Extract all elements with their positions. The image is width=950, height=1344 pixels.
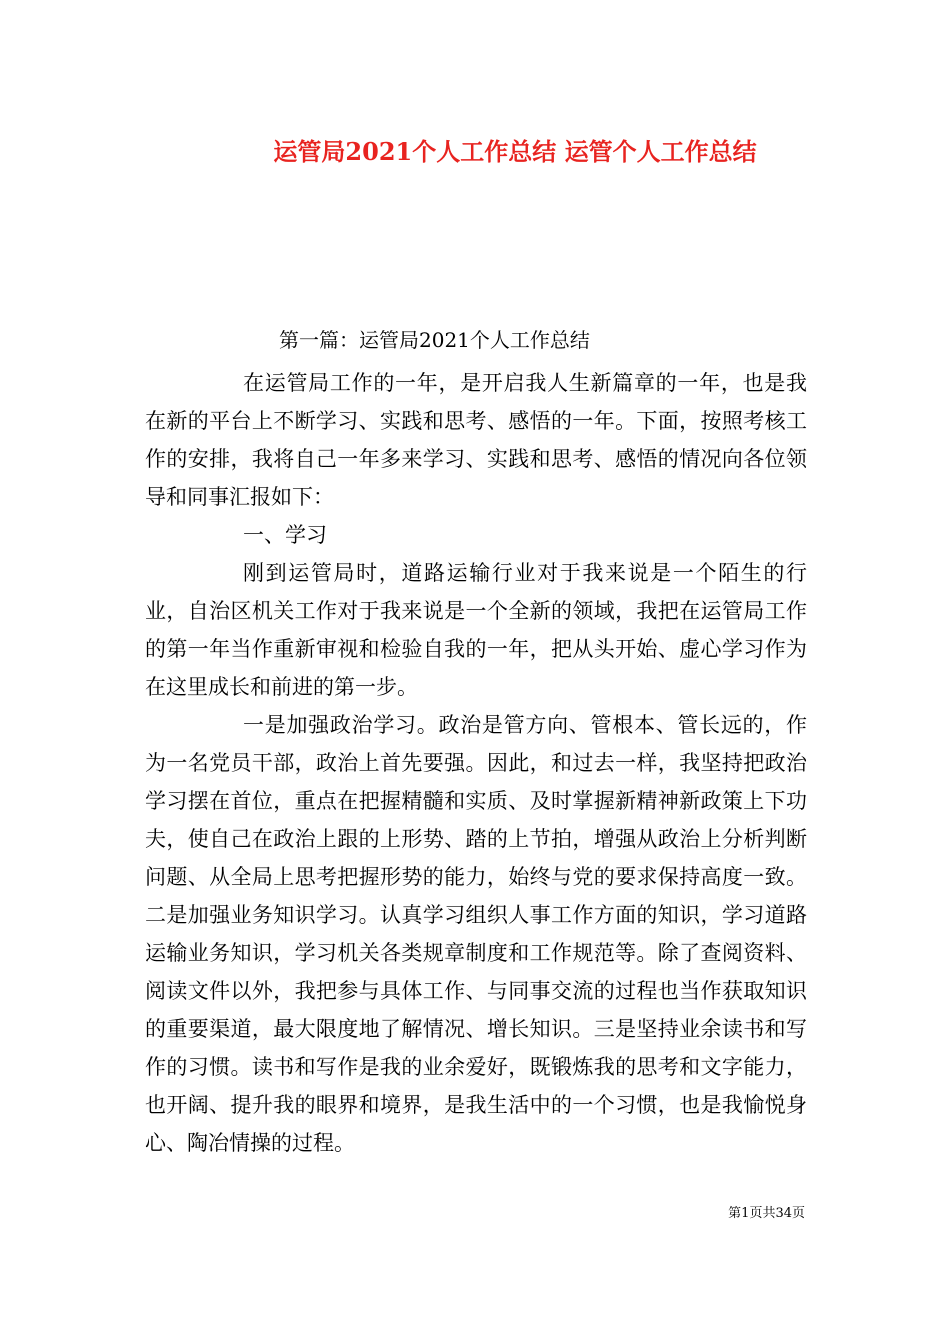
paragraph-study-details: 一是加强政治学习。政治是管方向、管根本、管长远的，作为一名党员干部，政治上首先要强。因此，和过去一样，我坚持把政治学习摆在首位，重点在把握精髓和实质、及时掌握新精神新政策上下功夫，使自己在政治上跟的上形势、踏的上节拍，增强从政治上分析判断问题、从全局上思考把握形势的能力，始终与党的要求保持高度一致。二是加强业务知识学习。认真学习组织人事工作方面的知识，学习道路运输业务知识，学习机关各类规章制度和工作规范等。除了查阅资料、阅读文件以外，我把参与具体工作、与同事交流的过程也当作获取知识的重要渠道，最大限度地了解情况、增长知识。三是坚持业余读书和写作的习惯。读书和写作是我的业余爱好，既锻炼我的思考和文字能力，也开阔、提升我的眼界和境界，是我生活中的一个习惯，也是我愉悦身心、陶冶情操的过程。 [145,713,807,1155]
paragraph-study-intro: 刚到运管局时，道路运输行业对于我来说是一个陌生的行业，自治区机关工作对于我来说是一个全新的领域，我把在运管局工作的第一年当作重新审视和检验自我的一年，把从头开始、虚心学习作为在这里成长和前进的第一步。 [145,561,807,699]
page-number: 第1页共34页 [728,1206,805,1221]
paragraph-section-heading: 一、学习 [243,523,327,547]
document-title: 运管局2021个人工作总结 运管个人工作总结 [273,137,757,166]
paragraph-intro: 在运管局工作的一年，是开启我人生新篇章的一年，也是我在新的平台上不断学习、实践和思考、感悟的一年。下面，按照考核工作的安排，我将自己一年多来学习、实践和思考、感悟的情况向各位领导和同事汇报如下： [145,371,807,509]
section-heading: 第一篇：运管局2021个人工作总结 [279,328,590,352]
body-text [145,364,807,1162]
